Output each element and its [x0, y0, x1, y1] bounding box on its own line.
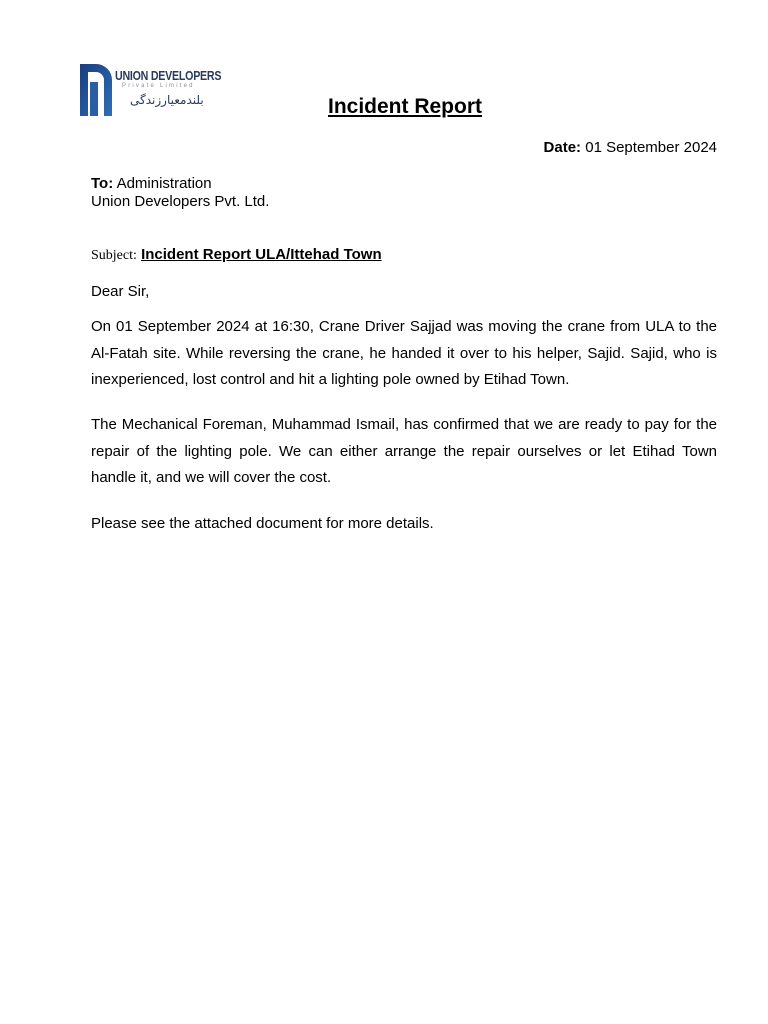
recipient-block	[91, 175, 269, 211]
salutation: Dear Sir,	[91, 283, 150, 300]
paragraph-incident-description: On 01 September 2024 at 16:30, Crane Driver Sajjad was moving the crane from ULA to the Al-Fatah site. While reversing the crane, he handed it over to his helper, Sajid. Sajid, who is inexperienced, lost control and hit a lighting pole owned by Etihad Town.	[91, 318, 717, 388]
recipient-org: Union Developers Pvt. Ltd.	[91, 193, 270, 210]
paragraph-repair-confirmation: The Mechanical Foreman, Muhammad Ismail, has confirmed that we are ready to pay for the repair of the lighting pole. We can either arrange the repair ourselves or let Etihad Town handle it, and we will cover the cost.	[91, 416, 717, 486]
logo-urdu-tagline: بلندمعیارزندگی	[130, 93, 204, 107]
logo-company-name: UNION DEVELOPERS	[115, 68, 222, 83]
document-title: Incident Report	[327, 95, 482, 118]
to-label: To:	[91, 175, 114, 192]
subject-label: Subject:	[91, 248, 137, 263]
logo-subtext: Private Limited	[122, 83, 195, 89]
to-value: Administration	[116, 175, 212, 192]
date-line	[544, 139, 717, 156]
recipient-line	[91, 175, 269, 193]
subject-line	[91, 246, 382, 264]
subject-text: Incident Report ULA/Ittehad Town	[141, 246, 382, 263]
date-label: Date:	[543, 139, 582, 156]
closing-line: Please see the attached document for more details.	[91, 515, 434, 532]
date-value: 01 September 2024	[585, 139, 717, 156]
